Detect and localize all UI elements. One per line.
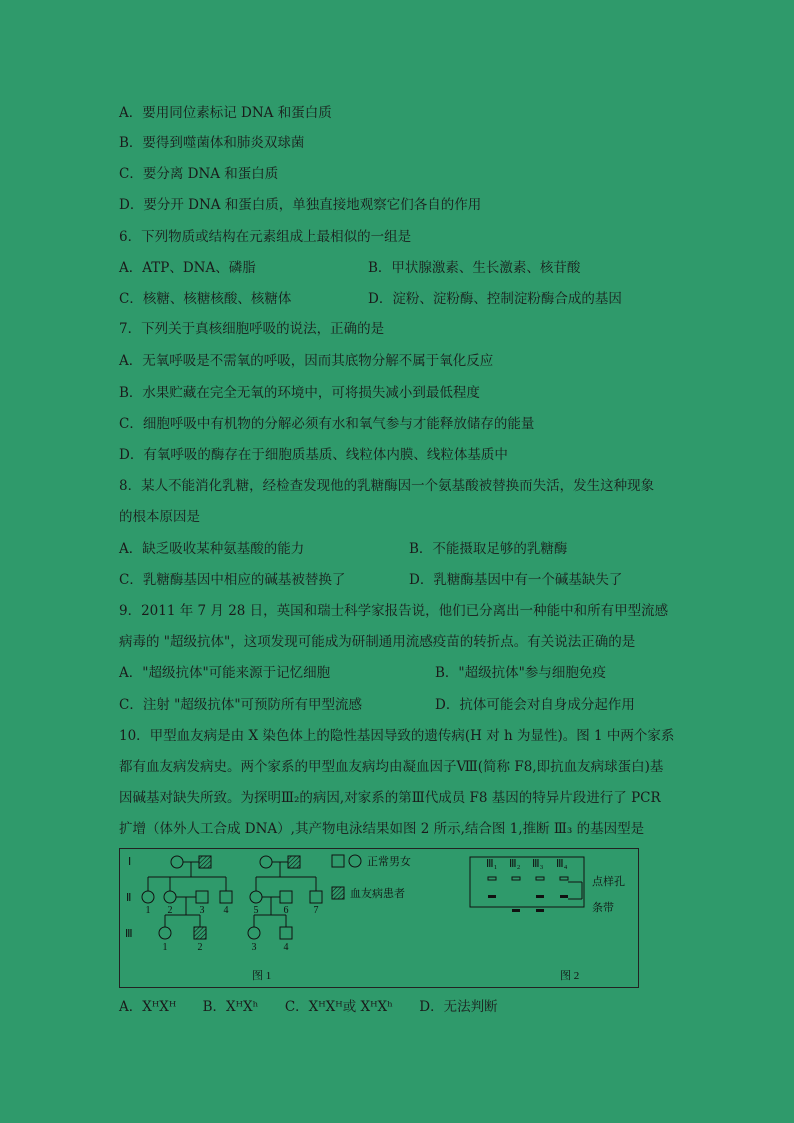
text-line: 扩增（体外人工合成 DNA）,其产物电泳结果如图 2 所示,结合图 1,推断 Ⅲ₃ 的基因型是 [119, 821, 645, 837]
text-line: 10．甲型血友病是由 X 染色体上的隐性基因导致的遗传病(H 对 h 为显性)。图 1 中两个家系 [119, 728, 675, 744]
text-line: 7．下列关于真核细胞呼吸的说法，正确的是 [119, 321, 385, 337]
num: 7 [313, 905, 319, 916]
text-line: 8．某人不能消化乳糖，经检查发现他的乳糖酶因一个氨基酸被替换而失活，发生这种现象 [119, 478, 655, 494]
well-1 [488, 877, 496, 880]
option-right[interactable]: D．抗体可能会对自身成分起作用 [435, 697, 635, 713]
band-4 [560, 895, 568, 898]
text-line: 的根本原因是 [119, 509, 200, 525]
text-line: 9．2011 年 7 月 28 日，英国和瑞士科学家报告说，他们已分离出一种能中和所有甲型流感 [119, 603, 669, 619]
num: 3 [199, 905, 205, 916]
option-a[interactable]: A．XᴴXᴴ [119, 999, 177, 1015]
band-2 [512, 909, 520, 912]
text-line: A．要用同位素标记 DNA 和蛋白质 [119, 105, 332, 121]
num: 4 [283, 942, 289, 953]
legend-hatch-icon [332, 887, 344, 899]
num: 3 [251, 942, 257, 953]
num: 1 [145, 905, 151, 916]
text-line: 都有血友病发病史。两个家系的甲型血友病均由凝血因子Ⅷ(简称 F8,即抗血友病球蛋白)基 [119, 759, 664, 775]
fig1-label: 图 1 [252, 970, 272, 982]
text-line: D．有氧呼吸的酶存在于细胞质基质、线粒体内膜、线粒体基质中 [119, 447, 508, 463]
option-right[interactable]: D．乳糖酶基因中有一个碱基缺失了 [409, 572, 623, 588]
option-c[interactable]: C．XᴴXᴴ或 XᴴXʰ [284, 999, 393, 1015]
option-d[interactable]: D．无法判断 [419, 999, 498, 1015]
option-right[interactable]: B．甲状腺激素、生长激素、核苷酸 [368, 260, 581, 276]
well-4 [560, 877, 568, 880]
legend-circle-icon [349, 855, 361, 867]
option-right[interactable]: D．淀粉、淀粉酶、控制淀粉酶合成的基因 [368, 291, 622, 307]
f2-I-female [260, 856, 272, 868]
lane-label-1: Ⅲ₁ [486, 858, 498, 870]
well-label: 点样孔 [592, 876, 625, 888]
option-right[interactable]: B．"超级抗体"参与细胞免疫 [435, 665, 606, 681]
legend-patient-label: 血友病患者 [350, 888, 405, 900]
legend-normal-label: 正常男女 [367, 856, 411, 868]
gen-label-3: Ⅲ [125, 928, 133, 940]
f2-III-3 [248, 927, 260, 939]
f1-II-4 [220, 891, 232, 903]
f1-III-2-affected [194, 927, 206, 939]
legend-square-icon [332, 855, 344, 867]
num: 2 [167, 905, 173, 916]
option-left[interactable]: A．ATP、DNA、磷脂 [119, 260, 256, 276]
option-left[interactable]: C．核糖、核糖核酸、核糖体 [119, 291, 292, 307]
text-line: 病毒的 "超级抗体"，这项发现可能成为研制通用流感疫苗的转折点。有关说法正确的是 [119, 634, 636, 650]
num: 1 [162, 942, 168, 953]
well-2 [512, 877, 520, 880]
f2-II-6 [280, 891, 292, 903]
option-left[interactable]: C．乳糖酶基因中相应的碱基被替换了 [119, 572, 346, 588]
option-b[interactable]: B．XᴴXʰ [202, 999, 259, 1015]
f1-I-male-affected [199, 856, 211, 868]
f1-II-2 [164, 891, 176, 903]
f2-III-4 [280, 927, 292, 939]
text-line: B．水果贮藏在完全无氧的环境中，可将损失减小到最低程度 [119, 385, 480, 401]
f1-II-3 [196, 891, 208, 903]
lane-label-4: Ⅲ₄ [556, 858, 568, 870]
text-line: B．要得到噬菌体和肺炎双球菌 [119, 135, 305, 151]
gen-label-2: Ⅱ [126, 892, 132, 904]
text-line: 6．下列物质或结构在元素组成上最相似的一组是 [119, 229, 412, 245]
lane-label-2: Ⅲ₂ [509, 858, 521, 870]
f2-II-7 [310, 891, 322, 903]
text-line: C．要分离 DNA 和蛋白质 [119, 166, 279, 182]
answer-options [119, 998, 520, 1016]
option-left[interactable]: A．"超级抗体"可能来源于记忆细胞 [119, 665, 331, 681]
option-right[interactable]: B．不能摄取足够的乳糖酶 [409, 541, 568, 557]
text-line: C．细胞呼吸中有机物的分解必须有水和氧气参与才能释放储存的能量 [119, 416, 535, 432]
num: 2 [197, 942, 203, 953]
band-1 [488, 895, 496, 898]
fig2-label: 图 2 [560, 970, 580, 982]
pedigree-figure [119, 848, 639, 988]
gen-label-1: Ⅰ [128, 856, 132, 868]
text-line: A．无氧呼吸是不需氧的呼吸，因而其底物分解不属于氧化反应 [119, 353, 494, 369]
num: 6 [283, 905, 289, 916]
f2-I-male-affected [288, 856, 300, 868]
lane-label-3: Ⅲ₃ [532, 858, 544, 870]
f1-III-1 [159, 927, 171, 939]
num: 5 [253, 905, 259, 916]
text-line: D．要分开 DNA 和蛋白质，单独直接地观察它们各自的作用 [119, 197, 482, 213]
f1-I-female [171, 856, 183, 868]
option-left[interactable]: A．缺乏吸收某种氨基酸的能力 [119, 541, 305, 557]
band-3b [536, 909, 544, 912]
f1-II-1 [142, 891, 154, 903]
text-line: 因碱基对缺失所致。为探明Ⅲ₂的病因,对家系的第Ⅲ代成员 F8 基因的特异片段进行了 PCR [119, 790, 661, 806]
f2-II-5 [250, 891, 262, 903]
band-label: 条带 [592, 902, 614, 914]
well-3 [536, 877, 544, 880]
num: 4 [223, 905, 229, 916]
band-3a [536, 895, 544, 898]
pedigree-svg [120, 849, 638, 987]
option-left[interactable]: C．注射 "超级抗体"可预防所有甲型流感 [119, 697, 363, 713]
